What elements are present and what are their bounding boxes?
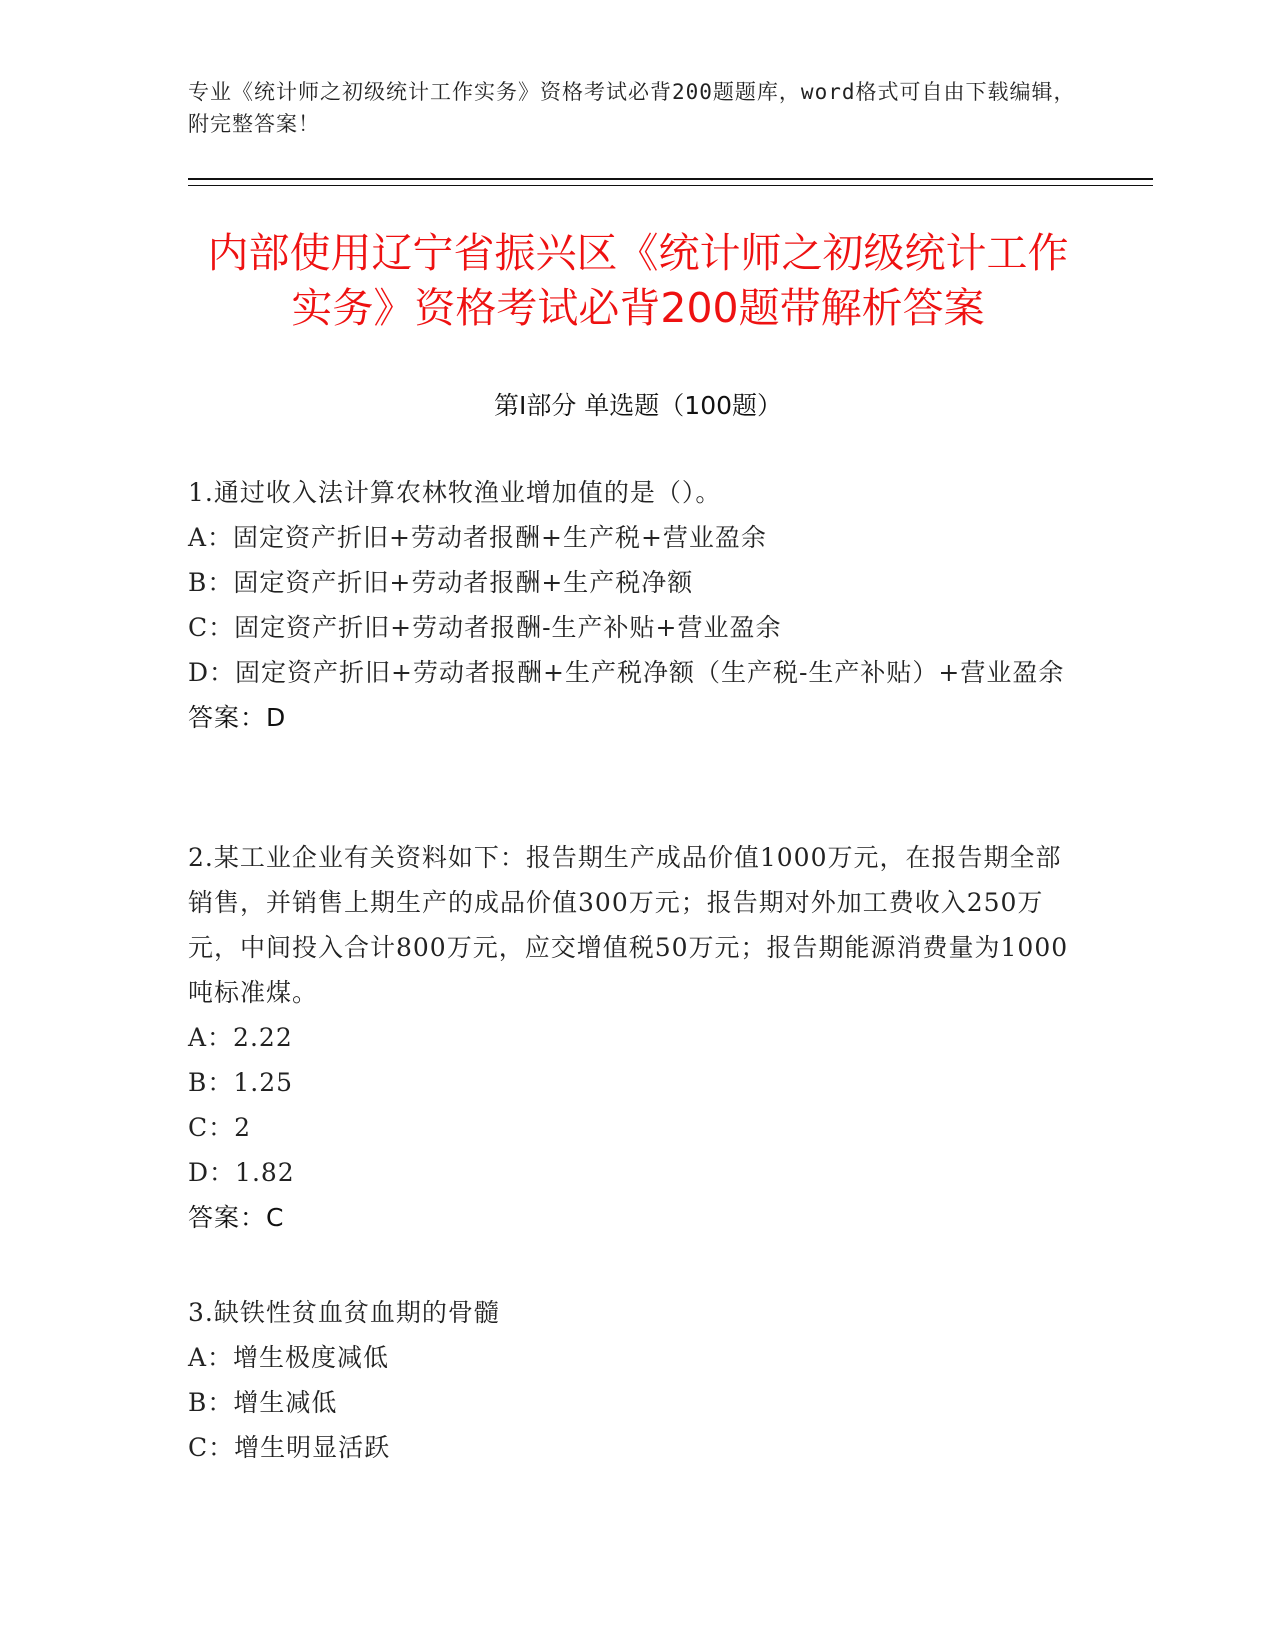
option-b: B：1.25 — [188, 1068, 294, 1097]
header-divider-thick — [188, 178, 1153, 180]
option-b: B：固定资产折旧+劳动者报酬+生产税净额 — [188, 568, 694, 597]
header-divider-thin — [188, 185, 1153, 186]
option-c: C：增生明显活跃 — [188, 1433, 391, 1462]
header-note: 专业《统计师之初级统计工作实务》资格考试必背200题题库，word格式可自由下载编辑，附完整答案！ — [188, 80, 1076, 136]
option-a: A：2.22 — [188, 1023, 293, 1052]
document-title: 内部使用辽宁省振兴区《统计师之初级统计工作实务》资格考试必背200题带解析答案 — [207, 229, 1069, 332]
question-1 — [188, 470, 1078, 740]
section-heading: 第Ⅰ部分 单选题（100题） — [493, 391, 783, 420]
question-2 — [188, 835, 1078, 1240]
question-stem: 3.缺铁性贫血贫血期的骨髓 — [188, 1298, 500, 1327]
question-stem: 1.通过收入法计算农林牧渔业增加值的是（）。 — [188, 478, 722, 507]
option-c: C：固定资产折旧+劳动者报酬-生产补贴+营业盈余 — [188, 613, 782, 642]
question-stem: 2.某工业企业有关资料如下：报告期生产成品价值1000万元，在报告期全部销售，并销售上期生产的成品价值300万元；报告期对外加工费收入250万元，中间投入合计800万元，应交增值税50万元；报告期能源消费量为1000吨标准煤。 — [188, 843, 1069, 1007]
option-a: A：增生极度减低 — [188, 1343, 390, 1372]
answer: 答案：D — [188, 703, 287, 732]
option-d: D：1.82 — [188, 1158, 295, 1187]
option-d: D：固定资产折旧+劳动者报酬+生产税净额（生产税-生产补贴）+营业盈余 — [188, 658, 1065, 687]
option-c: C：2 — [188, 1113, 252, 1142]
option-a: A：固定资产折旧+劳动者报酬+生产税+营业盈余 — [188, 523, 767, 552]
answer: 答案：C — [188, 1203, 285, 1232]
option-b: B：增生减低 — [188, 1388, 338, 1417]
question-3 — [188, 1290, 1078, 1470]
